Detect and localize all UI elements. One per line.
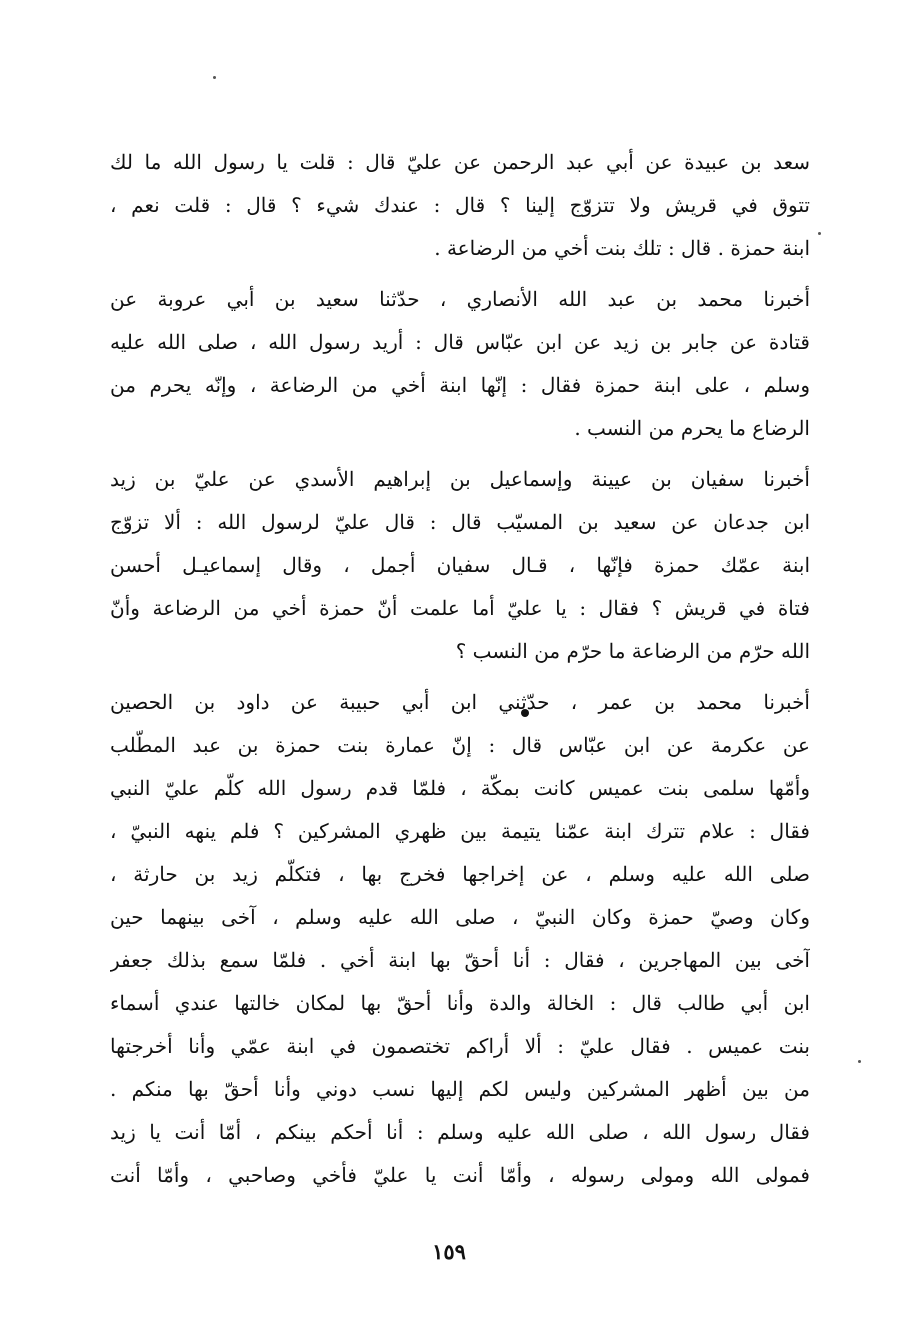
text-line: صلى الله عليه وسلم ، عن إخراجها فخرج بها ، فتكلّم زيد بن حارثة ، (110, 862, 810, 886)
text-line: فقال : علام تترك ابنة عمّنا يتيمة بين ظهري المشركين ؟ فلم ينهه النبيّ ، (110, 819, 810, 843)
text-line: ابنة حمزة . قال : تلك بنت أخي من الرضاعة . (434, 236, 810, 260)
text-line: فقال رسول الله ، صلى الله عليه وسلم : أنا أحكم بينكم ، أمّا أنت يا زيد (110, 1120, 810, 1144)
text-line: وأمّها سلمى بنت عميس كانت بمكّة ، فلمّا قدم رسول الله كلّم عليّ النبي (110, 776, 810, 800)
print-speck (858, 1060, 861, 1063)
text-line: ابن أبي طالب قال : الخالة والدة وأنا أحقّ بها لمكان خالتها عندي أسماء (110, 991, 810, 1015)
text-line: من بين أظهر المشركين وليس لكم إليها نسب دوني وأنا أحقّ بها منكم . (110, 1077, 810, 1101)
page-number: ١٥٩ (432, 1239, 466, 1264)
text-line: آخى بين المهاجرين ، فقال : أنا أحقّ بها ابنة أخي . فلمّا سمع بذلك جعفر (110, 948, 810, 972)
text-line: قتادة عن جابر بن زيد عن ابن عبّاس قال : أريد رسول الله ، صلى الله عليه (110, 330, 810, 354)
text-line: تتوق في قريش ولا تتزوّج إلينا ؟ قال : عندك شيء ؟ قال : قلت نعم ، (110, 193, 810, 217)
text-line: فمولى الله ومولى رسوله ، وأمّا أنت يا عليّ فأخي وصاحبي ، وأمّا أنت (110, 1163, 810, 1187)
text-line: ابنة عمّك حمزة فإنّها ، قـال سفيان أجمل ، وقال إسماعيـل أحسن (110, 553, 810, 577)
text-line: أخبرنا محمد بن عمر ، حدّثني ابن أبي حبيبة عن داود بن الحصين (110, 690, 810, 714)
text-line: بنت عميس . فقال عليّ : ألا أراكم تختصمون في ابنة عمّي وأنا أخرجتها (110, 1034, 810, 1058)
text-line: وكان وصيّ حمزة وكان النبيّ ، صلى الله عليه وسلم ، آخى بينهما حين (110, 905, 810, 929)
text-line: أخبرنا سفيان بن عيينة وإسماعيل بن إبراهيم الأسدي عن عليّ بن زيد (110, 467, 810, 491)
text-line: الله حرّم من الرضاعة ما حرّم من النسب ؟ (455, 639, 810, 663)
text-line: عن عكرمة عن ابن عبّاس قال : إنّ عمارة بنت حمزة بن عبد المطّلب (110, 733, 810, 757)
text-line: سعد بن عبيدة عن أبي عبد الرحمن عن عليّ قال : قلت يا رسول الله ما لك (110, 150, 810, 174)
print-speck (213, 76, 216, 79)
text-line: أخبرنا محمد بن عبد الله الأنصاري ، حدّثنا سعيد بن أبي عروبة عن (110, 287, 810, 311)
text-line: الرضاع ما يحرم من النسب . (574, 416, 810, 440)
print-speck (818, 232, 821, 235)
text-line: فتاة في قريش ؟ فقال : يا عليّ أما علمت أنّ حمزة أخي من الرضاعة وأنّ (110, 596, 810, 620)
text-line: وسلم ، على ابنة حمزة فقال : إنّها ابنة أخي من الرضاعة ، وإنّه يحرم من (110, 373, 810, 397)
text-line: ابن جدعان عن سعيد بن المسيّب قال : قال عليّ لرسول الله : ألا تزوّج (110, 510, 810, 534)
